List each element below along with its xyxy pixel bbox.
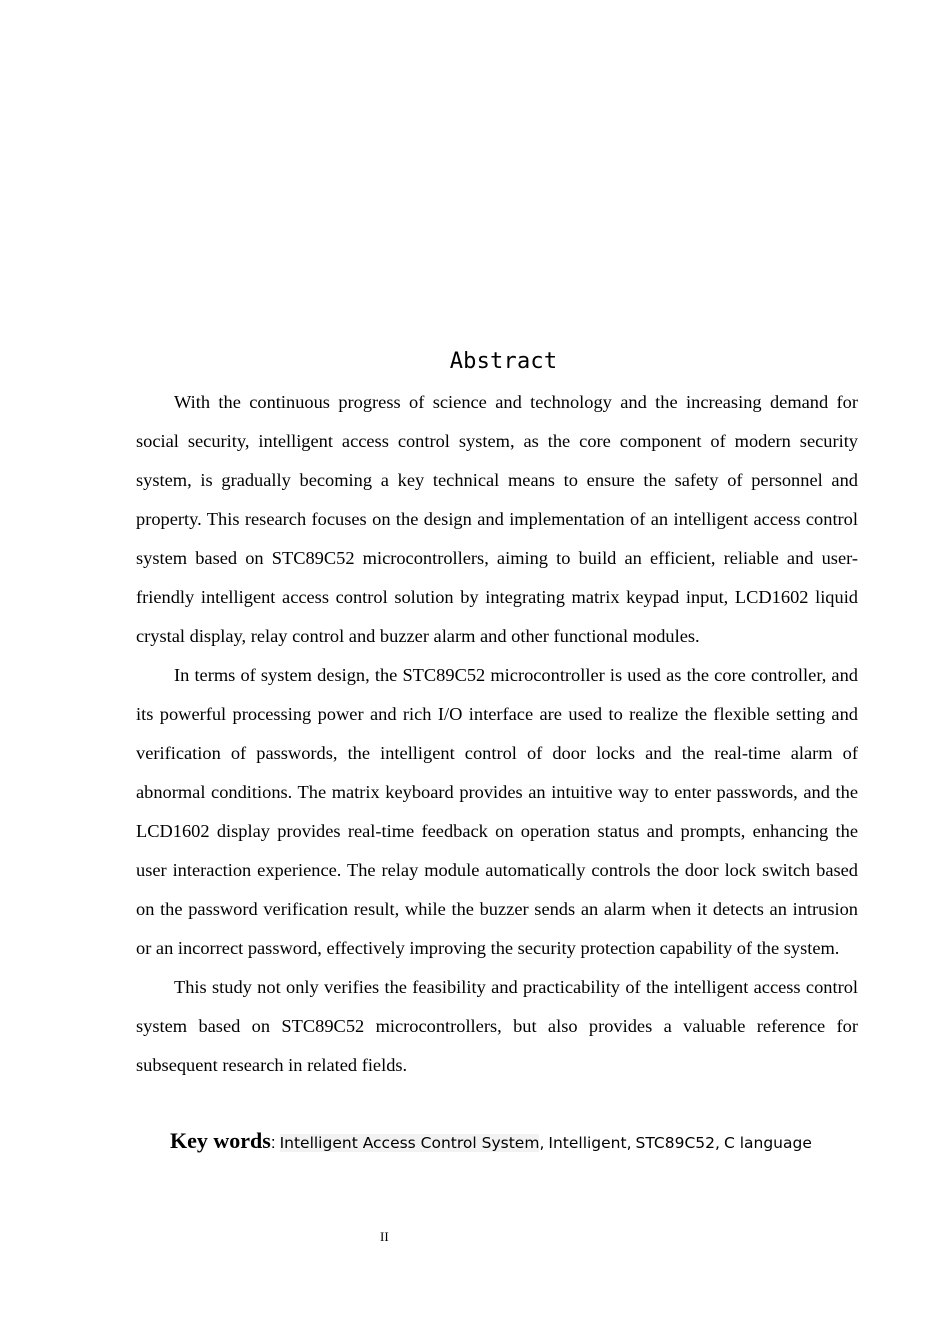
keywords-colon: : bbox=[270, 1133, 276, 1152]
abstract-paragraph-2: In terms of system design, the STC89C52 microcontroller is used as the core controller, and its powerful processing power and rich I/O interface are used to realize the flexible setting and verification of passwords, the intelligent control of door locks and the real-time alarm of abnormal conditions. The matrix keyboard provides an intuitive way to enter passwords, and the LCD1602 display provides real-time feedback on operation status and prompts, enhancing the user interaction experience. The relay module automatically controls the door lock switch based on the password verification result, while the buzzer sends an alarm when it detects an intrusion or an incorrect password, effectively improving the security protection capability of the system. bbox=[136, 665, 858, 958]
keywords-label: Key words bbox=[170, 1128, 271, 1153]
keywords-line bbox=[170, 1128, 812, 1154]
abstract-body bbox=[136, 383, 858, 1085]
keyword-item: Intelligent bbox=[548, 1134, 627, 1152]
keyword-separator: , bbox=[715, 1134, 720, 1152]
keyword-item: Intelligent Access Control System bbox=[279, 1134, 540, 1152]
abstract-paragraph-1: With the continuous progress of science and technology and the increasing demand for social security, intelligent access control system, as the core component of modern security system, is gradually becoming a key technical means to ensure the safety of personnel and property. This research focuses on the design and implementation of an intelligent access control system based on STC89C52 microcontrollers, aiming to build an efficient, reliable and user-friendly intelligent access control solution by integrating matrix keypad input, LCD1602 liquid crystal display, relay control and buzzer alarm and other functional modules. bbox=[136, 392, 858, 646]
abstract-title: Abstract bbox=[449, 349, 558, 374]
abstract-paragraph-3: This study not only verifies the feasibility and practicability of the intelligent access control system based on STC89C52 microcontrollers, but also provides a valuable reference for subsequent research in related fields. bbox=[136, 977, 858, 1075]
page-number: II bbox=[380, 1229, 389, 1244]
keyword-item: STC89C52 bbox=[635, 1134, 716, 1152]
keyword-separator: , bbox=[539, 1134, 545, 1152]
keyword-item: C language bbox=[723, 1134, 812, 1152]
keyword-separator: , bbox=[626, 1134, 632, 1152]
